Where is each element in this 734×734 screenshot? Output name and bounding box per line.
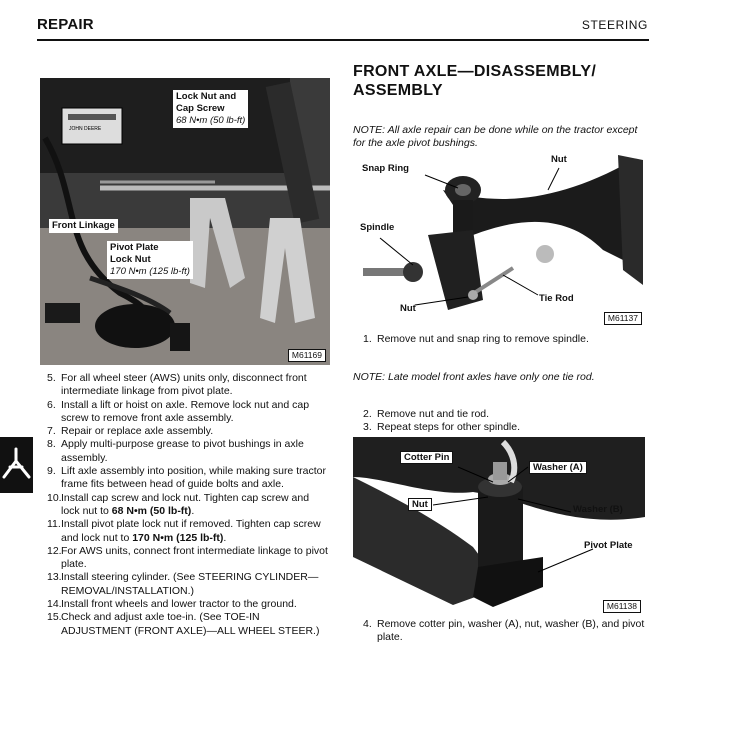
step-9: 9. Lift axle assembly into position, while making sure tractor frame fits between head of guide bolts and axle. <box>47 465 326 491</box>
callout-front-linkage-label: Front Linkage <box>52 220 115 231</box>
spindle-diagram-art <box>353 150 646 325</box>
step-13: 13. Install steering cylinder. (See STEERING CYLINDER—REMOVAL/INSTALLATION.) <box>47 571 319 597</box>
label-washer-a: Washer (A) <box>529 461 587 474</box>
step-5: 5. For all wheel steer (AWS) units only, disconnect front intermediate linkage from pivot plate. <box>47 372 307 398</box>
label-nut: Nut <box>408 498 432 511</box>
step-11: 11. Install pivot plate lock nut if removed. Tighten cap screw and lock nut to 170 N•m (125 lb-ft). <box>47 518 321 544</box>
step-8: 8. Apply multi-purpose grease to pivot bushings in axle assembly. <box>47 438 304 464</box>
front-axle-photo <box>40 78 330 365</box>
label-pivot-plate: Pivot Plate <box>584 540 633 551</box>
callout-pivot-title-2: Lock Nut <box>110 254 151 265</box>
label-nut-bottom: Nut <box>400 303 416 314</box>
header-rule <box>37 39 649 41</box>
note-tie-rod: NOTE: Late model front axles have only one tie rod. <box>353 371 595 383</box>
page-heading <box>353 62 596 100</box>
figure-id-m61169: M61169 <box>288 349 326 362</box>
label-spindle: Spindle <box>360 222 395 233</box>
label-washer-b: Washer (B) <box>573 504 623 515</box>
step-1: 1. Remove nut and snap ring to remove spindle. <box>363 333 589 345</box>
callout-lock-nut-title-2: Cap Screw <box>176 103 225 114</box>
callout-lock-nut-torque: 68 N•m (50 lb-ft) <box>176 115 246 126</box>
right-steps-2-3 <box>363 408 648 435</box>
steering-section-tab <box>0 437 33 493</box>
decal-text: JOHN DEERE <box>69 126 102 132</box>
figure-id-m61137: M61137 <box>604 312 642 325</box>
right-step-1 <box>363 333 648 346</box>
label-snap-ring: Snap Ring <box>362 163 409 174</box>
step-14: 14. Install front wheels and lower tractor to the ground. <box>47 598 297 611</box>
label-tie-rod: Tie Rod <box>539 293 574 304</box>
step-4: 4. Remove cotter pin, washer (A), nut, washer (B), and pivot plate. <box>363 618 645 644</box>
callout-lock-nut-cap-screw <box>173 90 248 128</box>
callout-front-linkage <box>49 219 118 233</box>
heading-line-2: ASSEMBLY <box>353 82 443 99</box>
steering-wheel-icon <box>0 437 33 493</box>
label-nut-top: Nut <box>551 154 567 165</box>
label-cotter-pin: Cotter Pin <box>400 451 453 464</box>
step-7: 7. Repair or replace axle assembly. <box>47 425 214 438</box>
note-axle-repair: NOTE: All axle repair can be done while on the tractor except for the axle pivot bushings. <box>353 124 638 149</box>
step-15: 15. Check and adjust axle toe-in. (See TOE-IN ADJUSTMENT (FRONT AXLE)—ALL WHEEL STEER.) <box>47 611 320 637</box>
spindle-diagram <box>353 150 646 325</box>
right-step-4 <box>363 618 651 645</box>
pivot-plate-photo-art <box>353 437 645 613</box>
section-title: REPAIR <box>37 16 94 33</box>
step-3: 3. Repeat steps for other spindle. <box>363 421 521 434</box>
callout-lock-nut-title-1: Lock Nut and <box>176 91 237 102</box>
step-12: 12. For AWS units, connect front intermediate linkage to pivot plate. <box>47 544 328 571</box>
step-2: 2. Remove nut and tie rod. <box>363 408 490 420</box>
left-step-list <box>47 372 330 638</box>
heading-line-1: FRONT AXLE—DISASSEMBLY/ <box>353 63 597 80</box>
step-10: 10. Install cap screw and lock nut. Tighten cap screw and lock nut to 68 N•m (50 lb-ft). <box>47 491 310 517</box>
callout-pivot-plate-lock-nut <box>107 241 193 279</box>
pivot-plate-photo <box>353 437 645 613</box>
chapter-title: STEERING <box>581 18 648 32</box>
step-6: 6. Install a lift or hoist on axle. Remove lock nut and cap screw to remove front axle assembly. <box>47 398 310 424</box>
callout-pivot-title-1: Pivot Plate <box>110 242 159 253</box>
callout-pivot-torque: 170 N•m (125 lb-ft) <box>110 266 190 277</box>
figure-id-m61138: M61138 <box>603 600 641 613</box>
